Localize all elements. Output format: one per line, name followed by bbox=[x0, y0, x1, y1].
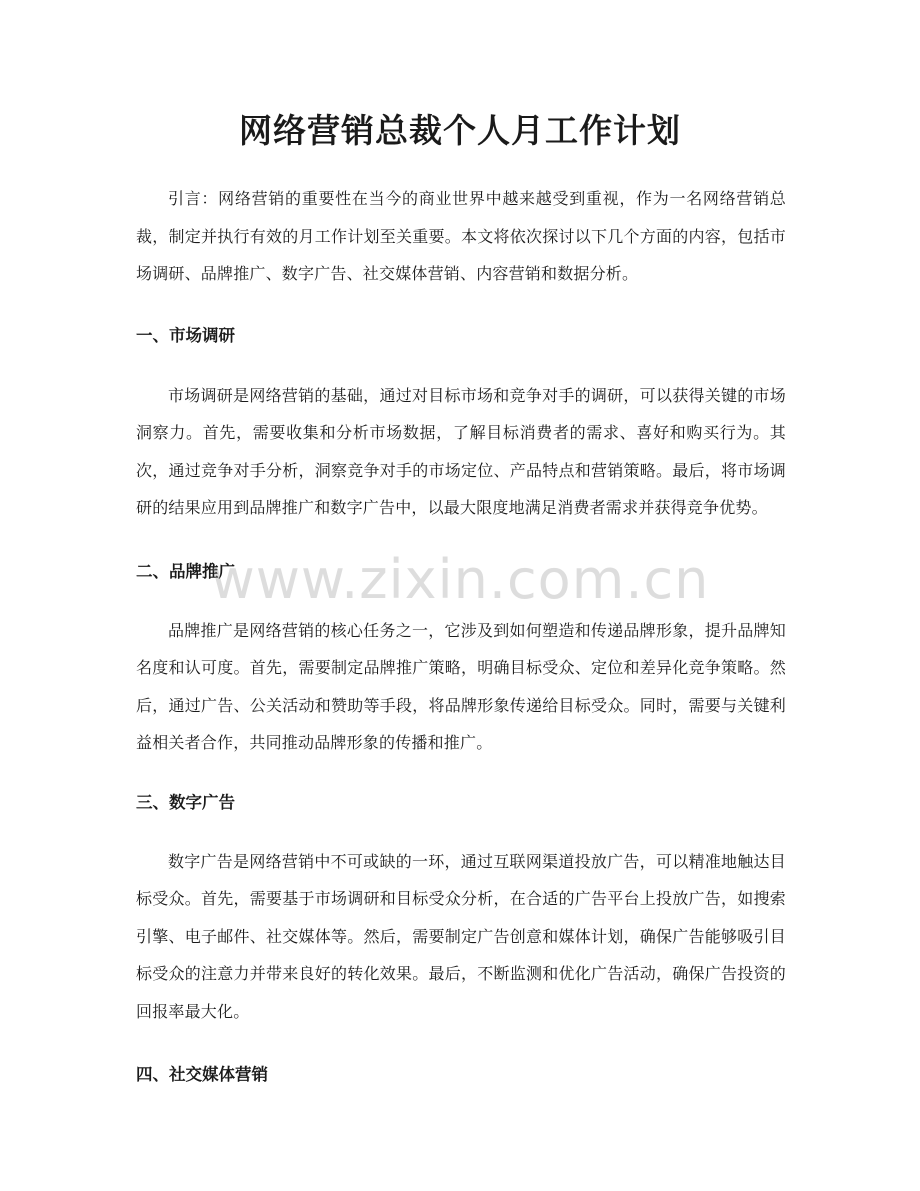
watermark: www.zixin.com.cn bbox=[210, 548, 710, 611]
section-heading-social-media: 四、社交媒体营销 bbox=[136, 1065, 268, 1084]
section-heading-market-research: 一、市场调研 bbox=[136, 325, 235, 345]
section-body-digital-ads: 数字广告是网络营销中不可或缺的一环，通过互联网渠道投放广告，可以精准地触达目标受众。首先，需要基于市场调研和目标受众分析，在合适的广告平台上投放广告，如搜索引擎、电子邮件、社交媒体等。然后，需要制定广告创意和媒体计划，确保广告能够吸引目标受众的注意力并带来良好的转化效果。最后，不断监测和优化广告活动，确保广告投资的回报率最大化。 bbox=[136, 851, 786, 1021]
section-heading-digital-ads: 三、数字广告 bbox=[136, 792, 235, 812]
intro-paragraph: 引言：网络营销的重要性在当今的商业世界中越来越受到重视，作为一名网络营销总裁，制定并执行有效的月工作计划至关重要。本文将依次探讨以下几个方面的内容，包括市场调研、品牌推广、数字广告、社交媒体营销、内容营销和数据分析。 bbox=[136, 189, 786, 283]
section-body-market-research: 市场调研是网络营销的基础，通过对目标市场和竞争对手的调研，可以获得关键的市场洞察力。首先，需要收集和分析市场数据，了解目标消费者的需求、喜好和购买行为。其次，通过竞争对手分析，洞察竞争对手的市场定位、产品特点和营销策略。最后，将市场调研的结果应用到品牌推广和数字广告中，以最大限度地满足消费者需求并获得竞争优势。 bbox=[136, 385, 786, 517]
document-body bbox=[136, 180, 786, 1090]
section-heading-brand-promotion: 二、品牌推广 bbox=[136, 561, 235, 581]
section-body-brand-promotion: 品牌推广是网络营销的核心任务之一，它涉及到如何塑造和传递品牌形象，提升品牌知名度和认可度。首先，需要制定品牌推广策略，明确目标受众、定位和差异化竞争策略。然后，通过广告、公关活动和赞助等手段，将品牌形象传递给目标受众。同时，需要与关键利益相关者合作，共同推动品牌形象的传播和推广。 bbox=[136, 620, 786, 752]
document-title: 网络营销总裁个人月工作计划 bbox=[239, 111, 681, 150]
